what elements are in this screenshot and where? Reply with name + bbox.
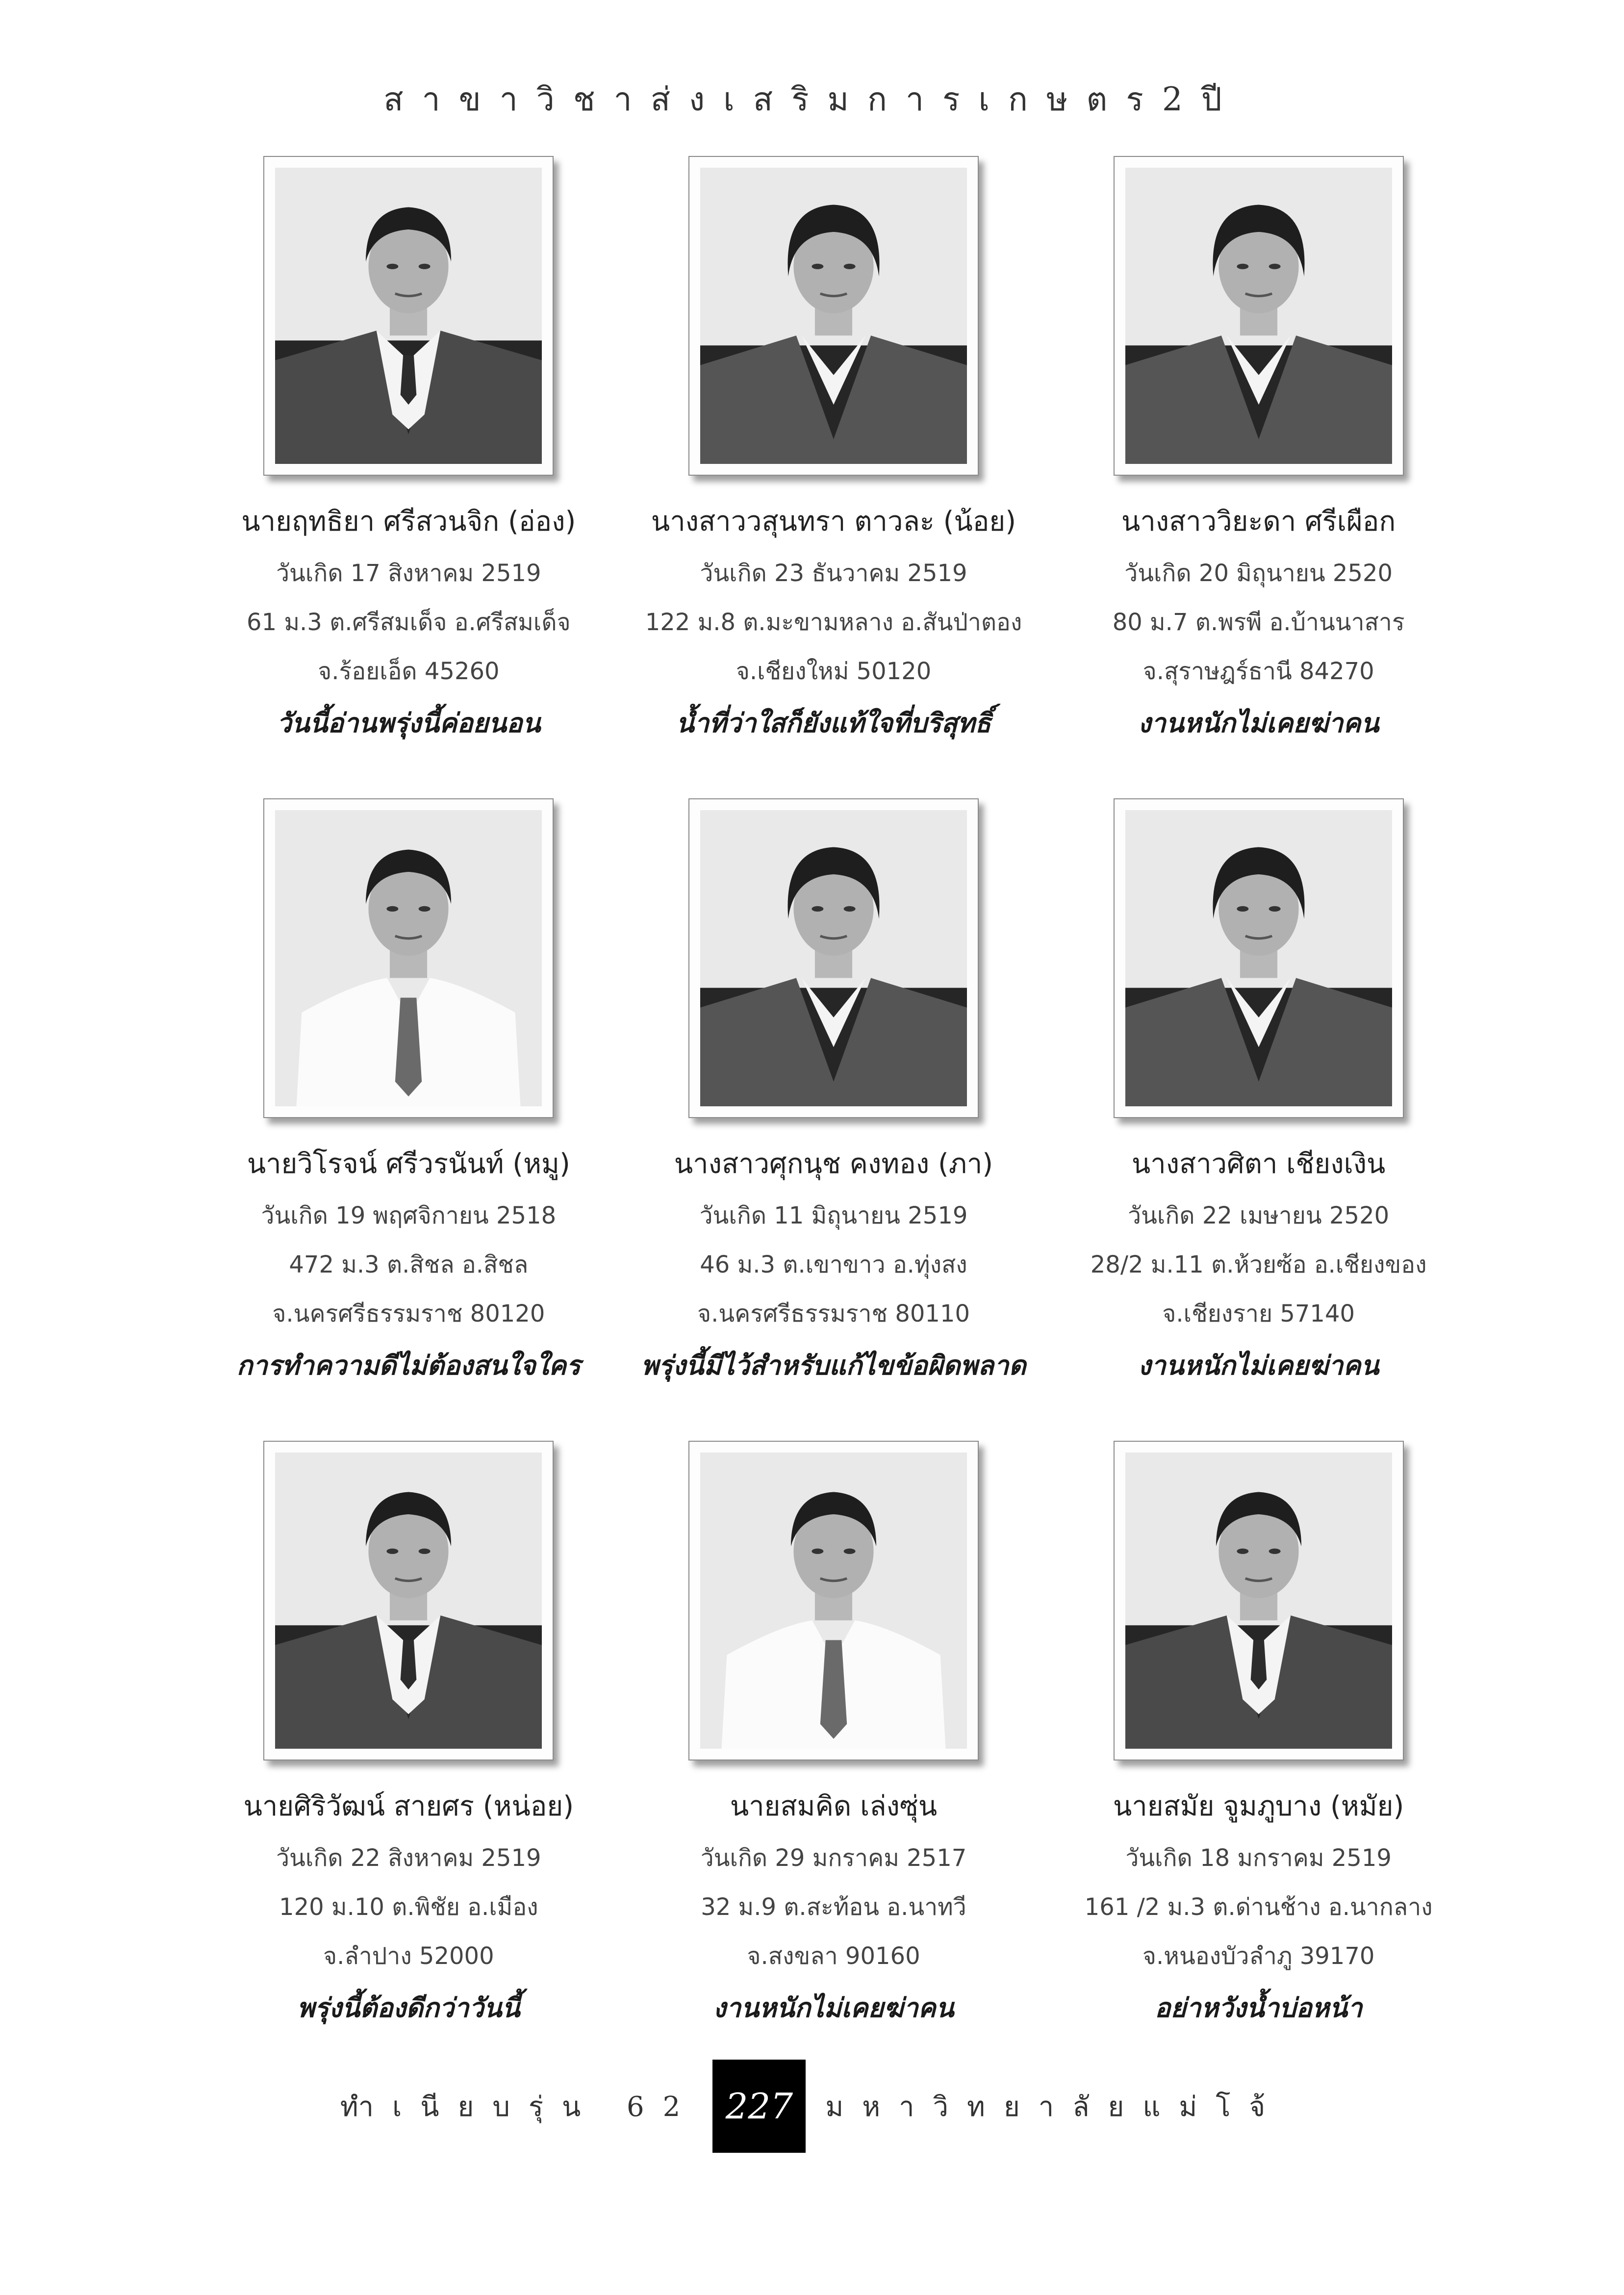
birth-date: วันเกิด 22 เมษายน 2520 — [1128, 1202, 1390, 1229]
address-line-2: จ.ลำปาง 52000 — [323, 1942, 494, 1970]
graduate-name: นายศิริวัฒน์ สายศร (หน่อย) — [243, 1790, 574, 1822]
motto: พรุ่งนี้มีไว้สำหรับแก้ไขข้อผิดพลาด — [641, 1350, 1026, 1381]
birth-date: วันเกิด 29 มกราคม 2517 — [700, 1844, 967, 1872]
motto: งานหนักไม่เคยฆ่าคน — [1138, 1350, 1379, 1381]
graduate-name: นายฤทธิยา ศรีสวนจิก (อ่อง) — [241, 506, 576, 537]
address-line-1: 472 ม.3 ต.สิชล อ.สิชล — [289, 1251, 529, 1278]
motto: การทำความดีไม่ต้องสนใจใคร — [236, 1350, 581, 1381]
address-line-1: 161 /2 ม.3 ต.ด่านช้าง อ.นากลาง — [1084, 1893, 1433, 1921]
graduate-card-5 — [621, 798, 1046, 1441]
graduate-card-2 — [621, 156, 1046, 798]
address-line-1: 61 ม.3 ต.ศรีสมเด็จ อ.ศรีสมเด็จ — [247, 609, 571, 636]
page-footer — [0, 2060, 1624, 2153]
graduate-card-6 — [1046, 798, 1471, 1441]
page-number: 227 — [712, 2060, 806, 2153]
graduate-name: นายวิโรจน์ ศรีวรนันท์ (หมู) — [247, 1148, 570, 1180]
graduate-name: นายสมัย จูมภูบาง (หมัย) — [1113, 1790, 1404, 1822]
birth-date: วันเกิด 17 สิงหาคม 2519 — [276, 560, 541, 587]
address-line-1: 32 ม.9 ต.สะท้อน อ.นาทวี — [701, 1893, 966, 1921]
birth-date: วันเกิด 18 มกราคม 2519 — [1125, 1844, 1392, 1872]
photo-frame — [263, 156, 554, 476]
address-line-1: 80 ม.7 ต.พรพี อ.บ้านนาสาร — [1112, 609, 1405, 636]
photo-frame — [688, 1441, 979, 1760]
birth-date: วันเกิด 22 สิงหาคม 2519 — [276, 1844, 541, 1872]
portrait-photo — [700, 1453, 967, 1749]
portrait-photo — [275, 810, 542, 1106]
address-line-2: จ.ร้อยเอ็ด 45260 — [318, 658, 500, 685]
motto: อย่าหวังน้ำบ่อหน้า — [1154, 1992, 1363, 2023]
birth-date: วันเกิด 20 มิถุนายน 2520 — [1124, 560, 1393, 587]
footer-yearbook-title: ทำเนียบรุ่น 62 — [340, 2091, 699, 2123]
page-header: สาขาวิชาส่งเสริมการเกษตร2ปี — [383, 80, 1241, 118]
birth-date: วันเกิด 23 ธันวาคม 2519 — [700, 560, 967, 587]
portrait-photo — [1125, 810, 1392, 1106]
birth-date: วันเกิด 19 พฤศจิกายน 2518 — [261, 1202, 557, 1229]
portrait-photo — [275, 168, 542, 464]
motto: วันนี้อ่านพรุ่งนี้ค่อยนอน — [277, 708, 541, 739]
photo-frame — [263, 1441, 554, 1760]
photo-frame — [688, 798, 979, 1118]
address-line-2: จ.เชียงใหม่ 50120 — [736, 658, 932, 685]
graduate-name: นางสาววิยะดา ศรีเผือก — [1121, 506, 1396, 537]
graduate-card-9 — [1046, 1441, 1471, 2023]
motto: น้ำที่ว่าใสก็ยังแท้ใจที่บริสุทธิ์ — [676, 708, 991, 739]
photo-frame — [263, 798, 554, 1118]
portrait-photo — [1125, 1453, 1392, 1749]
address-line-2: จ.หนองบัวลำภู 39170 — [1142, 1942, 1375, 1970]
motto: พรุ่งนี้ต้องดีกว่าวันนี้ — [297, 1992, 520, 2023]
motto: งานหนักไม่เคยฆ่าคน — [713, 1992, 954, 2023]
graduate-card-3 — [1046, 156, 1471, 798]
portrait-photo — [275, 1453, 542, 1749]
photo-frame — [1114, 1441, 1404, 1760]
portrait-photo — [700, 168, 967, 464]
address-line-1: 46 ม.3 ต.เขาขาว อ.ทุ่งสง — [700, 1251, 967, 1278]
graduate-grid — [196, 156, 1471, 2023]
address-line-1: 122 ม.8 ต.มะขามหลาง อ.สันป่าตอง — [645, 609, 1022, 636]
graduate-name: นางสาววสุนทรา ตาวละ (น้อย) — [651, 506, 1016, 537]
graduate-card-4 — [196, 798, 621, 1441]
address-line-2: จ.นครศรีธรรมราช 80110 — [697, 1300, 970, 1327]
birth-date: วันเกิด 11 มิถุนายน 2519 — [699, 1202, 968, 1229]
address-line-2: จ.สุราษฎร์ธานี 84270 — [1142, 658, 1374, 685]
graduate-card-7 — [196, 1441, 621, 2023]
address-line-2: จ.เชียงราย 57140 — [1162, 1300, 1355, 1327]
portrait-photo — [1125, 168, 1392, 464]
graduate-name: นางสาวศุกนุช คงทอง (ภา) — [674, 1148, 993, 1180]
address-line-2: จ.นครศรีธรรมราช 80120 — [272, 1300, 545, 1327]
address-line-1: 120 ม.10 ต.พิชัย อ.เมือง — [279, 1893, 538, 1921]
graduate-card-1 — [196, 156, 621, 798]
footer-university-name: มหาวิทยาลัยแม่โจ้ — [825, 2091, 1284, 2123]
photo-frame — [1114, 798, 1404, 1118]
motto: งานหนักไม่เคยฆ่าคน — [1138, 708, 1379, 739]
portrait-photo — [700, 810, 967, 1106]
graduate-name: นายสมคิด เล่งซุ่น — [730, 1790, 938, 1822]
address-line-2: จ.สงขลา 90160 — [747, 1942, 920, 1970]
address-line-1: 28/2 ม.11 ต.ห้วยซ้อ อ.เชียงของ — [1090, 1251, 1427, 1278]
graduate-card-8 — [621, 1441, 1046, 2023]
photo-frame — [1114, 156, 1404, 476]
photo-frame — [688, 156, 979, 476]
graduate-name: นางสาวศิตา เชียงเงิน — [1131, 1148, 1386, 1180]
